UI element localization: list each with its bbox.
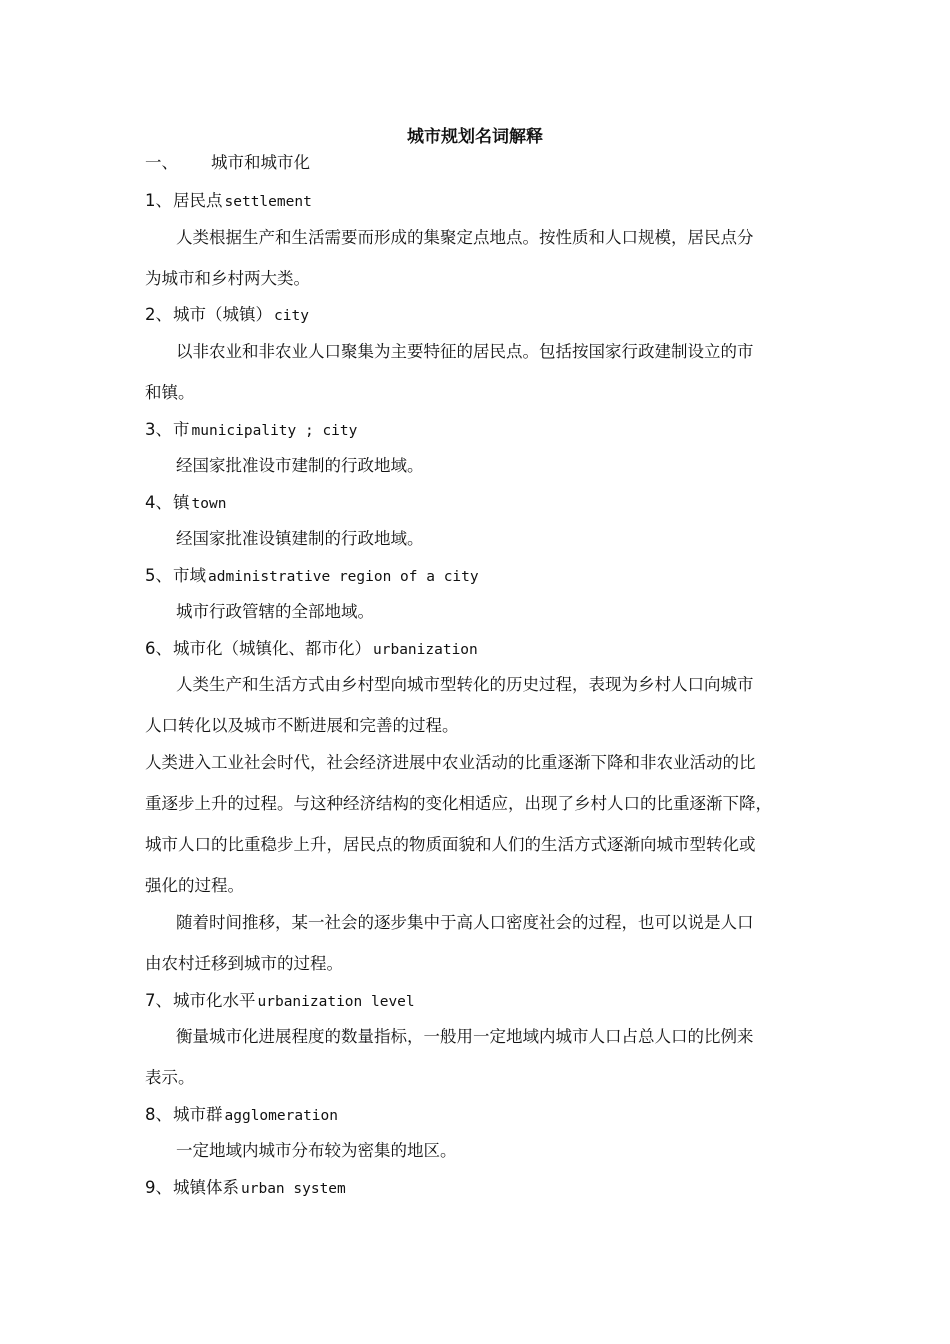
term-en: administrative region of a city (208, 569, 479, 585)
term-en: municipality ; city (191, 423, 358, 439)
term-heading (145, 1103, 825, 1128)
term-en: agglomeration (224, 1108, 338, 1124)
term-zh: 城市化水平 (173, 991, 256, 1010)
term-heading (145, 189, 825, 214)
term-en: urban system (241, 1181, 346, 1197)
term-heading (145, 564, 825, 589)
term-number: 5、 (145, 566, 172, 585)
paragraph-line: 衡量城市化进展程度的数量指标，一般用一定地域内城市人口占总人口的比例来 (176, 1027, 754, 1046)
term-zh: 城市化（城镇化、都市化） (173, 639, 371, 658)
term-zh: 城镇体系 (173, 1178, 239, 1197)
term-heading (145, 637, 825, 662)
paragraph-line: 城市行政管辖的全部地域。 (176, 602, 374, 621)
paragraph-line: 重逐步上升的过程。与这种经济结构的变化相适应，出现了乡村人口的比重逐渐下降， (145, 794, 772, 813)
term-number: 6、 (145, 639, 172, 658)
term-number: 9、 (145, 1178, 172, 1197)
term-number: 4、 (145, 493, 172, 512)
term-heading (145, 989, 825, 1014)
paragraph-line: 和镇。 (145, 383, 195, 402)
term-heading (145, 303, 825, 328)
paragraph-line: 经国家批准设市建制的行政地域。 (176, 456, 424, 475)
paragraph-line: 经国家批准设镇建制的行政地域。 (176, 529, 424, 548)
term-en: urbanization (373, 642, 478, 658)
term-en: city (274, 308, 309, 324)
term-heading (145, 418, 825, 443)
paragraph-line: 由农村迁移到城市的过程。 (145, 954, 343, 973)
paragraph-line: 一定地域内城市分布较为密集的地区。 (176, 1141, 457, 1160)
term-heading (145, 1176, 825, 1201)
paragraph-line: 表示。 (145, 1068, 195, 1087)
term-zh: 居民点 (173, 191, 223, 210)
term-zh: 城市群 (173, 1105, 223, 1124)
section-number: 一、 (145, 153, 178, 172)
term-number: 7、 (145, 991, 172, 1010)
paragraph-line: 人类进入工业社会时代，社会经济进展中农业活动的比重逐渐下降和非农业活动的比 (145, 753, 756, 772)
paragraph-line: 强化的过程。 (145, 876, 244, 895)
term-en: urbanization level (257, 994, 415, 1010)
term-number: 2、 (145, 305, 172, 324)
term-en: town (191, 496, 227, 512)
paragraph-line: 以非农业和非农业人口聚集为主要特征的居民点。包括按国家行政建制设立的市 (176, 342, 754, 361)
term-zh: 镇 (173, 493, 190, 512)
term-zh: 市域 (173, 566, 206, 585)
section-label: 城市和城市化 (211, 153, 310, 172)
term-heading (145, 491, 825, 516)
term-number: 8、 (145, 1105, 172, 1124)
paragraph-line: 为城市和乡村两大类。 (145, 269, 310, 288)
section-heading (145, 151, 825, 175)
paragraph-line: 人口转化以及城市不断进展和完善的过程。 (145, 716, 459, 735)
term-zh: 城市（城镇） (173, 305, 272, 324)
paragraph-line: 人类生产和生活方式由乡村型向城市型转化的历史过程，表现为乡村人口向城市 (176, 675, 754, 694)
term-number: 3、 (145, 420, 172, 439)
term-zh: 市 (173, 420, 190, 439)
term-number: 1、 (145, 191, 172, 210)
document-title: 城市规划名词解释 (407, 127, 543, 147)
term-en: settlement (224, 194, 312, 210)
paragraph-line: 随着时间推移，某一社会的逐步集中于高人口密度社会的过程，也可以说是人口 (176, 913, 754, 932)
paragraph-line: 城市人口的比重稳步上升，居民点的物质面貌和人们的生活方式逐渐向城市型转化或 (145, 835, 756, 854)
paragraph-line: 人类根据生产和生活需要而形成的集聚定点地点。按性质和人口规模，居民点分 (176, 228, 754, 247)
